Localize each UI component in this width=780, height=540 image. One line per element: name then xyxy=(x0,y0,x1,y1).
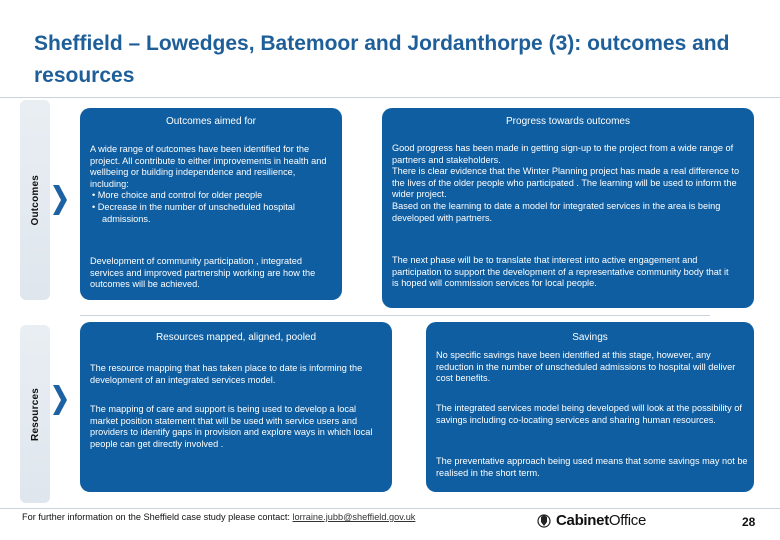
progress-para-2: There is clear evidence that the Winter Planning project has made a real difference to the lives of the older people who participated . The learning will be used to inform the wider project. xyxy=(392,166,740,200)
divider-bottom xyxy=(0,508,780,509)
outcomes-aimed-box xyxy=(80,108,342,300)
outcomes-aimed-intro: A wide range of outcomes have been identified for the project. All contribute to either improvements in health and wellbeing or building independence and resilience, including: xyxy=(90,144,327,189)
savings-para-1: No specific savings have been identified at this stage, however, any reduction in the number of unscheduled admissions to hospital will deliver cost benefits. xyxy=(436,350,736,384)
page-title: Sheffield – Lowedges, Batemoor and Jordanthorpe (3): outcomes and resources xyxy=(34,32,730,87)
outcomes-aimed-text xyxy=(90,144,336,225)
progress-text xyxy=(392,143,748,224)
resources-side-tab xyxy=(20,325,50,503)
divider-middle xyxy=(80,315,710,316)
progress-box xyxy=(382,108,754,308)
resources-para-1: The resource mapping that has taken place to date is informing the development of an integrated services model. xyxy=(90,363,363,385)
savings-para-2: The integrated services model being developed will look at the possibility of savings including co-locating services and sharing human resources. xyxy=(436,403,742,425)
page-number: 28 xyxy=(742,515,756,529)
chevron-right-icon xyxy=(53,385,67,415)
logo-wordmark: CabinetOffice xyxy=(556,512,647,529)
progress-header: Progress towards outcomes xyxy=(506,116,630,127)
progress-next-phase: The next phase will be to translate that interest into active engagement and participation to support the development of a representative community body that it is hoped will commission services for local people. xyxy=(392,255,729,289)
resources-header: Resources mapped, aligned, pooled xyxy=(155,332,317,343)
contact-email-link[interactable]: lorraine.jubb@sheffield.gov.uk xyxy=(292,512,416,522)
outcomes-aimed-header: Outcomes aimed for xyxy=(165,116,257,127)
savings-box xyxy=(426,322,754,492)
footer-contact xyxy=(22,512,415,522)
resources-para-2: The mapping of care and support is being used to develop a local market position statement that will be used with service users and providers to identify gaps in provision and explore ways in which local people can get directly involved . xyxy=(90,404,373,449)
outcomes-aimed-list xyxy=(90,190,336,225)
outcomes-side-tab xyxy=(20,100,50,300)
cabinet-office-logo xyxy=(536,512,646,529)
resources-box xyxy=(80,322,392,492)
crest-icon xyxy=(536,513,552,529)
divider-top xyxy=(0,97,780,98)
outcomes-side-label: Outcomes xyxy=(29,174,41,226)
resources-side-label: Resources xyxy=(29,387,41,441)
progress-para-3: Based on the learning to date a model for integrated services in the area is being developed with partners. xyxy=(392,200,721,223)
outcomes-aimed-delivery: Development of community participation , integrated services and improved partnership working are how the outcomes will be achieved. xyxy=(90,256,316,290)
savings-para-3: The preventative approach being used means that some savings may not be realised in the short term. xyxy=(436,456,748,478)
progress-para-1: Good progress has been made in getting sign-up to the project from a wide range of partners and stakeholders. xyxy=(392,143,734,165)
savings-header: Savings xyxy=(572,332,608,343)
list-item: • More choice and control for older people xyxy=(90,190,336,202)
list-item: • Decrease in the number of unscheduled hospital admissions. xyxy=(90,202,336,225)
footer-contact-text: For further information on the Sheffield case study please contact: xyxy=(22,512,293,522)
chevron-right-icon xyxy=(53,185,67,215)
